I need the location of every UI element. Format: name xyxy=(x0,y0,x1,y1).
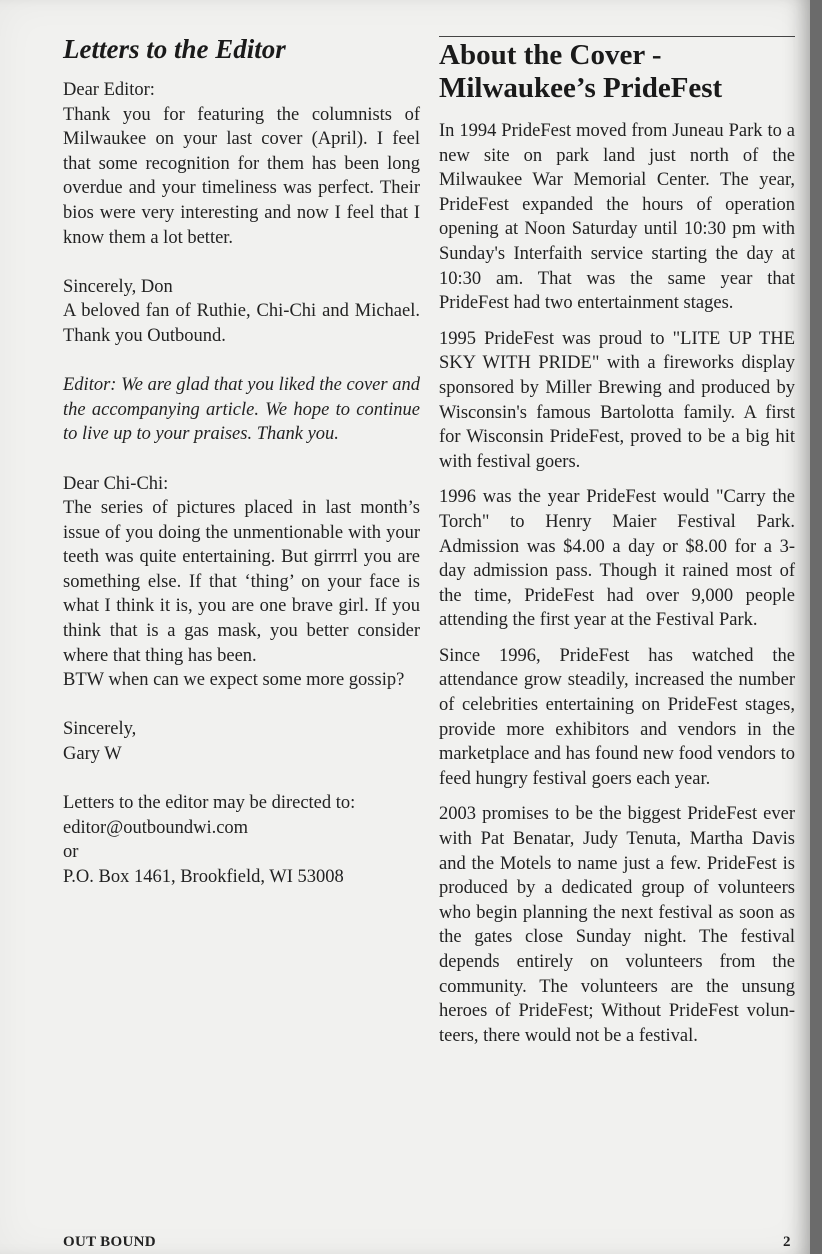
cover-paragraph: 1995 PrideFest was proud to "LITE UP THE SKY WITH PRIDE" with a fireworks display sponsored by Miller Brewing and produced by Wisconsin's famous Bartolotta family. A first for Wisconsin PrideFest, proved to be a big hit with festival goers. xyxy=(439,328,795,472)
letter-2 xyxy=(63,472,420,767)
page-number: 2 xyxy=(783,1234,791,1250)
contact-address: P.O. Box 1461, Brookfield, WI 53008 xyxy=(63,867,344,887)
letter-1-signoff: Sincerely, Don xyxy=(63,276,173,297)
cover-paragraph: Since 1996, PrideFest has watched the attendance grow steadily, increased the number of celebrities entertaining on PrideFest stages, provide more exhibitors and vendors in the marketplace and has found new food vendors to feed hungry festival goers each year. xyxy=(439,645,795,789)
letter-2-ps: BTW when can we expect some more gossip? xyxy=(63,670,405,691)
publication-name: OUT BOUND xyxy=(63,1234,156,1250)
cover-article-column xyxy=(439,36,795,1059)
letter-1-signature: A beloved fan of Ruthie, Chi-Chi and Michael. Thank you Outbound. xyxy=(63,301,420,346)
cover-paragraph: In 1994 PrideFest moved from Juneau Park to a new site on park land just north of the Milwaukee War Memorial Center. The year, PrideFest expanded the hours of operation opening at Noon Saturday until 10:30 pm with Sunday's Interfaith service starting the day at 10:30 am. That was the same year that PrideFest had two entertainment stages. xyxy=(439,121,795,314)
editor-reply-block xyxy=(63,373,420,447)
letter-2-salutation: Dear Chi-Chi: xyxy=(63,473,169,494)
contact-intro: Letters to the editor may be directed to: xyxy=(63,793,356,814)
cover-article-title xyxy=(439,39,795,105)
letter-1-body: Thank you for featuring the columnists of Milwaukee on your last cover (April). I feel that some recognition for them has been long overdue and your timeliness was perfect. Their bios were very interesting and now I feel that I know them a lot better. xyxy=(63,104,420,248)
letters-column xyxy=(63,30,420,890)
letter-2-body: The series of pictures placed in last month’s issue of you doing the unmentionable with your teeth was quite entertaining. But girrrrl you are something else. If that ‘thing’ on your face is what I think it is, you are one brave girl. If you think that is a gas mask, you better consider where that thing has been. xyxy=(63,498,420,666)
letter-1 xyxy=(63,78,420,349)
letter-1-salutation: Dear Editor: xyxy=(63,80,155,100)
editor-reply: Editor: We are glad that you liked the cover and the accompanying article. We hope to continue to live up to your praises. Thank you. xyxy=(63,375,420,445)
letter-2-signoff: Sincerely, xyxy=(63,719,137,740)
letters-title: Letters to the Editor xyxy=(63,34,286,64)
contact-info xyxy=(63,791,420,889)
cover-title-line-1: About the Cover - xyxy=(439,39,662,71)
letter-2-signature: Gary W xyxy=(63,744,122,765)
cover-title-line-2: Milwaukee’s PrideFest xyxy=(439,72,723,104)
contact-or: or xyxy=(63,842,79,863)
contact-email: editor@outboundwi.com xyxy=(63,817,249,838)
cover-paragraph: 2003 promises to be the biggest PrideFest ever with Pat Benatar, Judy Tenuta, Martha Davis and the Motels to name just a few. PrideFest is produced by a dedicated group of volunteers who begin planning the next festival as soon as the gates close Sunday night. The festival depends entirely on volunteers from the community. The volunteers are the unsung heroes of PrideFest; Without PrideFest volunteers, there would not be a festival. xyxy=(439,804,795,1046)
cover-paragraph: 1996 was the year PrideFest would "Carry the Torch" to Henry Maier Festival Park. Admission was $4.00 a day or $8.00 for a 3-day admission pass. Though it rained most of the time, PrideFest had over 9,000 people attending the first year at the Festival Park. xyxy=(439,487,795,631)
